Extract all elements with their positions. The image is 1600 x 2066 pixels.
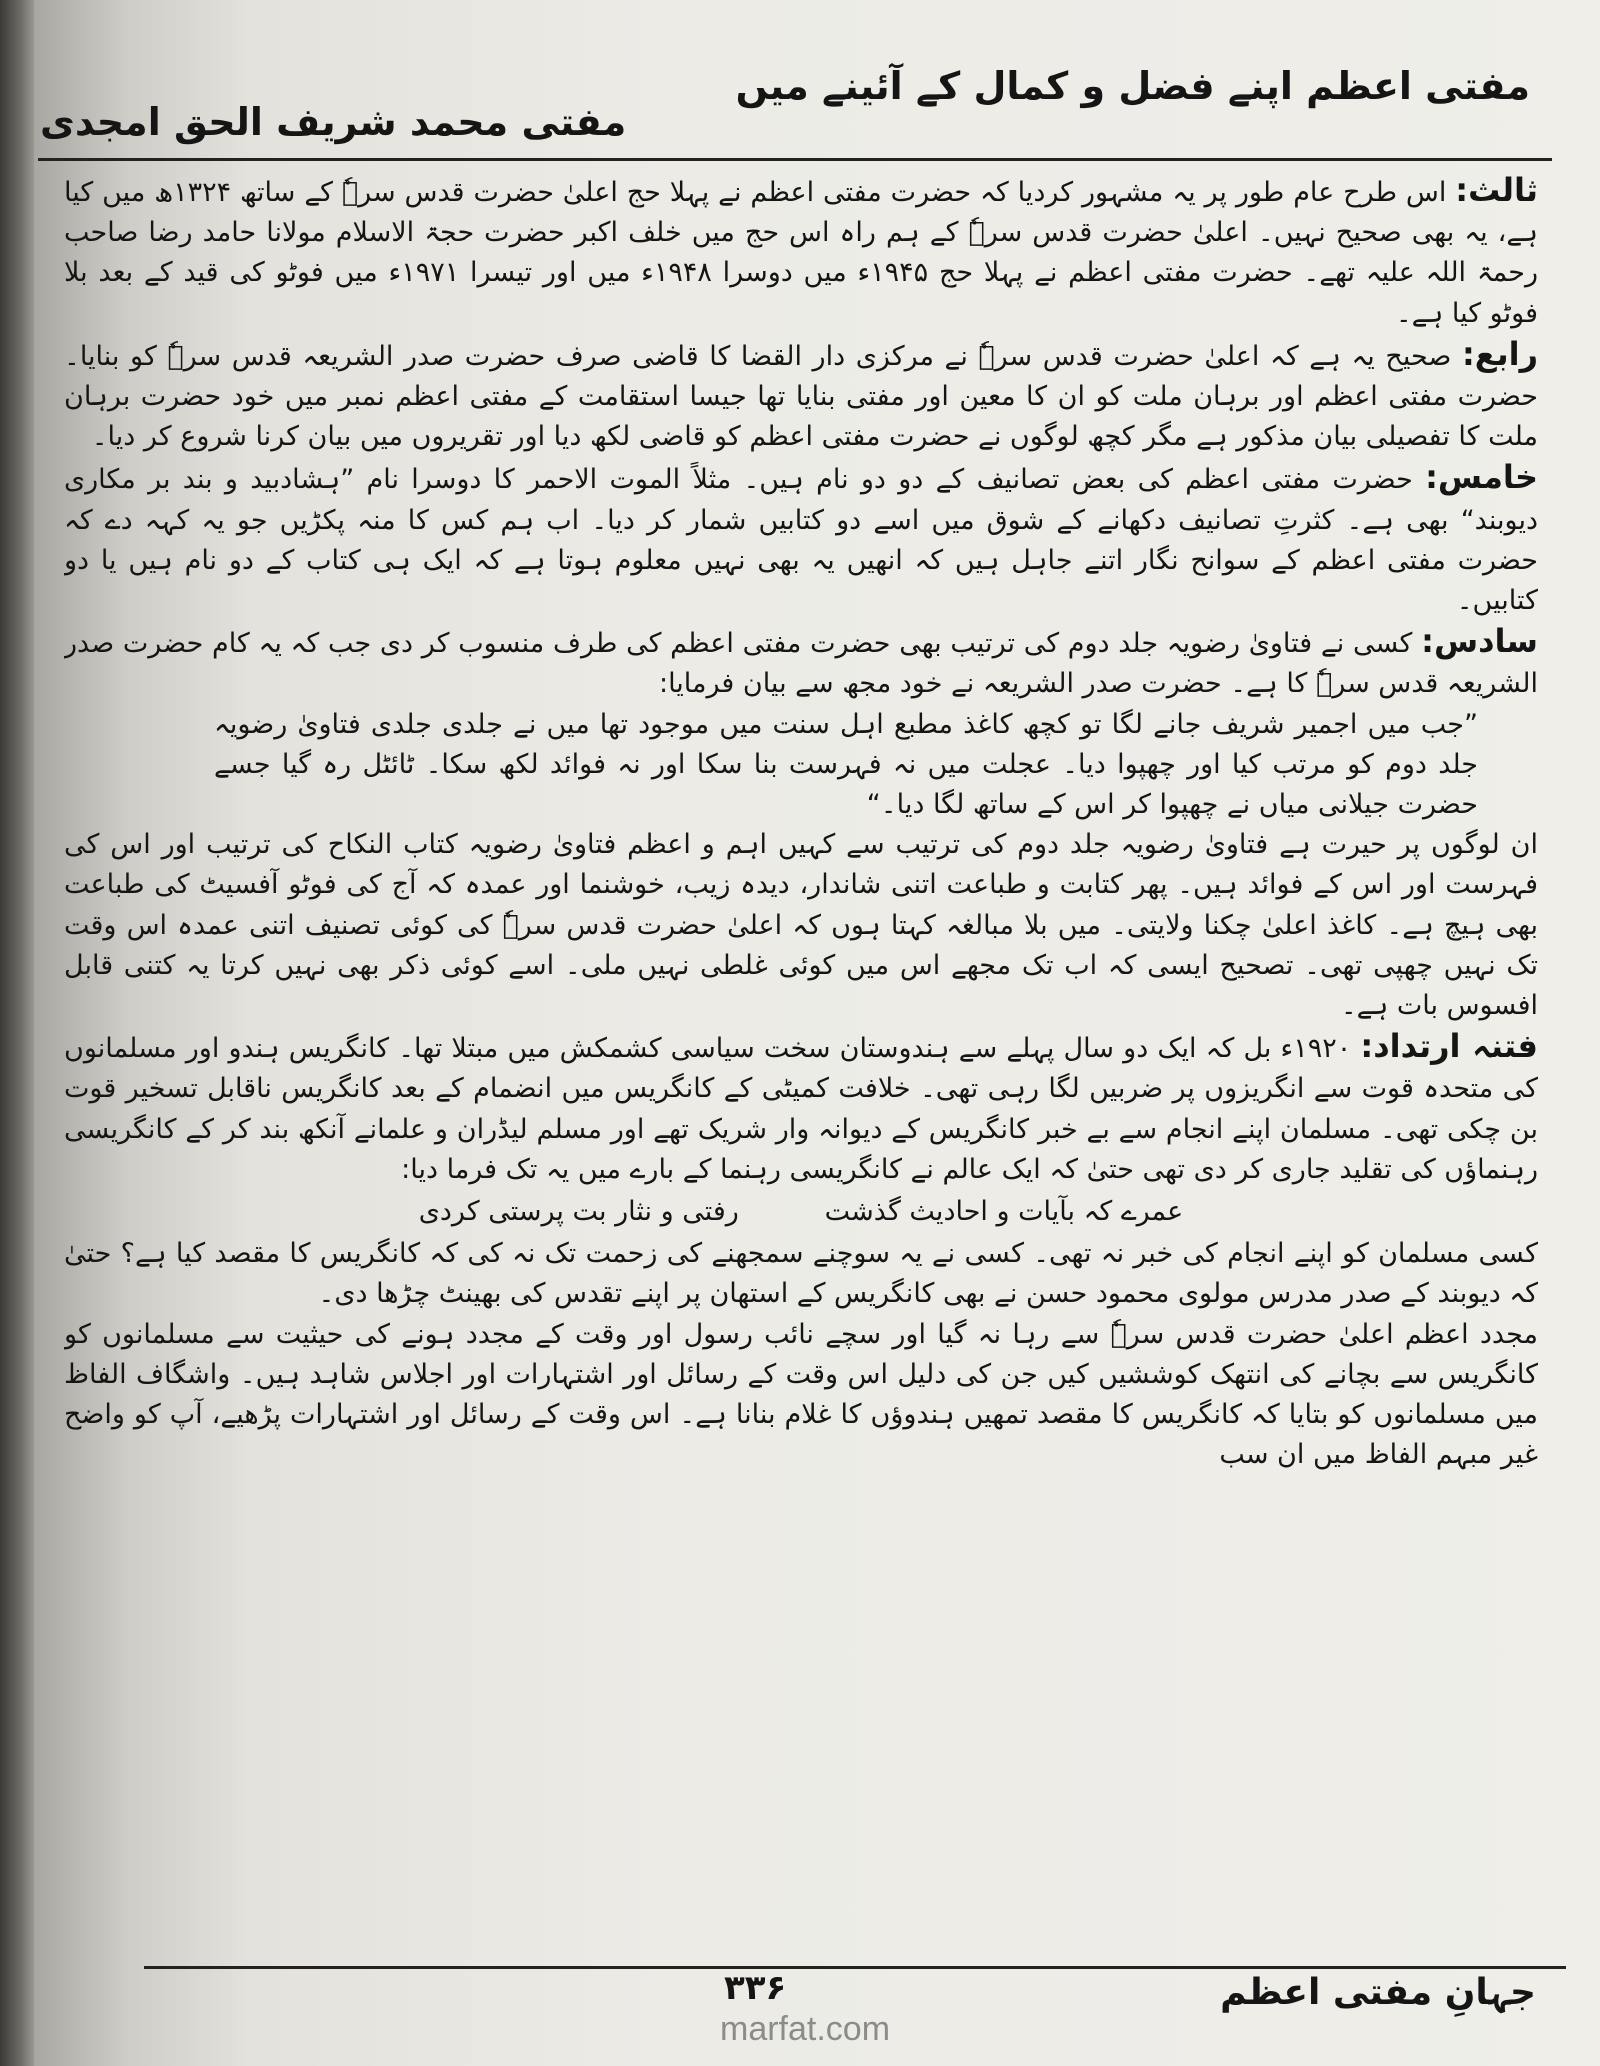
section-heading: خامس: [1425,458,1538,497]
section-heading: ثالث: [1455,171,1538,209]
footer-book-title: جہانِ مفتی اعظم [1220,1972,1536,2013]
paragraph: ان لوگوں پر حیرت ہے فتاویٰ رضویہ جلد دوم کی ترتیب سے کہیں اہم و اعظم فتاویٰ رضویہ کتاب النکاح کی ترتیب اور اس کی فہرست اور اس کے فوائد ہیں۔ پھر کتابت و طباعت اتنی شاندار، دیدہ زیب، خوشنما اور عمدہ کہ آج کی فوٹو آفسیٹ کی طباعت بھی ہیچ ہے۔ کاغذ اعلیٰ چکنا ولایتی۔ میں بلا مبالغہ کہتا ہوں کہ اعلیٰ حضرت قدس سرہٗ کی کوئی تصنیف اتنی عمدہ اس وقت تک نہیں چھپی تھی۔ تصحیح ایسی کہ اب تک مجھے اس میں کوئی غلطی نہیں ملی۔ اسے کوئی ذکر بھی نہیں کرتا یہ کتنی قابل افسوس بات ہے۔ [64,829,1538,1022]
section-heading: سادس: [1421,622,1538,661]
footer-divider [144,1966,1566,1969]
verse-line-2: رفتی و نثار بت پرستی کردی [418,1196,739,1228]
book-page [34,0,1600,2066]
header-divider [38,158,1552,161]
author-name: مفتی محمد شریف الحق امجدی [40,100,627,144]
section-text: اس طرح عام طور پر یہ مشہور کردیا کہ حضرت مفتی اعظم نے پہلا حج اعلیٰ حضرت قدس سرہٗ کے ساتھ ۱۳۲۴ھ میں کیا ہے، یہ بھی صحیح نہیں۔ اعلیٰ حضرت قدس سرہٗ کے ہم راہ اس حج میں خلف اکبر حضرت حجۃ الاسلام مولانا حامد رضا صاحب رحمۃ اللہ علیہ تھے۔ حضرت مفتی اعظم نے پہلا حج ۱۹۴۵ء میں دوسرا ۱۹۴۸ء میں اور تیسرا ۱۹۷۱ء میں فوٹو کی قید کے بعد بلا فوٹو کیا ہے۔ [64,177,1538,329]
verse-line-1: عمرے کہ بآیات و احادیث گذشت [824,1196,1184,1228]
section-thalith [64,170,1538,334]
section-fitna-irtidad [64,1026,1538,1190]
section-sadis [64,621,1538,704]
running-title: مفتی اعظم اپنے فضل و کمال کے آئینے میں [735,64,1530,108]
section-heading: فتنہ ارتداد: [1360,1027,1538,1066]
section-text: صحیح یہ ہے کہ اعلیٰ حضرت قدس سرہٗ نے مرکزی دار القضا کا قاضی صرف حضرت صدر الشریعہ قدس سرہٗ کو بنایا۔ حضرت مفتی اعظم اور برہان ملت کو ان کا معین اور مفتی بنایا تھا جیسا استقامت کے مفتی اعظم نمبر میں خود حضرت برہان ملت کا تفصیلی بیان مذکور ہے مگر کچھ لوگوں نے حضرت مفتی اعظم کو قاضی لکھ دیا اور تقریروں میں بیان کرنا شروع کر دیا۔ [64,340,1538,453]
watermark: marfat.com [720,2010,891,2048]
paragraph: مجدد اعظم اعلیٰ حضرت قدس سرہٗ سے رہا نہ گیا اور سچے نائب رسول اور وقت کے مجدد ہونے کی حیثیت سے مسلمانوں کو کانگریس سے بچانے کی انتھک کوششیں کیں جن کی دلیل اس وقت کے رسائل اور اشتہارات اور اجلاس شاہد ہیں۔ واشگاف الفاظ میں مسلمانوں کو بتایا کہ کانگریس کا مقصد تمھیں ہندوؤں کا غلام بنانا ہے۔ اس وقت کے رسائل اور اشتہارات پڑھیے، آپ کو واضح غیر مبہم الفاظ میں ان سب [64,1318,1538,1471]
body-text [64,170,1538,1950]
section-rabi [64,334,1538,458]
section-text: ۱۹۲۰ء بل کہ ایک دو سال پہلے سے ہندوستان سخت سیاسی کشمکش میں مبتلا تھا۔ کانگریس ہندو اور مسلمانوں کی متحدہ قوت سے انگریزوں پر ضربیں لگا رہی تھی۔ خلافت کمیٹی کے کانگریس میں انضمام کے بعد کانگریس ناقابل تسخیر قوت بن چکی تھی۔ مسلمان اپنے انجام سے بے خبر کانگریس کے دیوانہ وار شریک تھے اور مسلم لیڈران و علمانے آنکھ بند کر کے کانگریسی رہنماؤں کی تقلید جاری کر دی تھی حتیٰ کہ ایک عالم نے کانگریسی رہنما کے بارے میں یہ تک فرما دیا: [64,1033,1538,1185]
page-number: ۳۳۶ [724,1968,787,2008]
section-text: کسی نے فتاویٰ رضویہ جلد دوم کی ترتیب بھی حضرت مفتی اعظم کی طرف منسوب کر دی جب کہ یہ کام حضرت صدر الشریعہ قدس سرہٗ کا ہے۔ حضرت صدر الشریعہ نے خود مجھ سے بیان فرمایا: [64,628,1538,700]
book-spine-shadow [0,0,34,2066]
persian-verse [64,1190,1538,1234]
block-quote: ”جب میں اجمیر شریف جانے لگا تو کچھ کاغذ مطبع اہل سنت میں موجود تھا میں نے جلدی جلدی فتاویٰ رضویہ جلد دوم کو مرتب کیا اور چھپوا دیا۔ عجلت میں نہ فہرست بنا سکا اور نہ فوائد لکھ سکا۔ ٹائٹل رہ گیا جسے حضرت جیلانی میاں نے چھپوا کر اس کے ساتھ لگا دیا۔“ [214,708,1478,821]
section-text: حضرت مفتی اعظم کی بعض تصانیف کے دو دو نام ہیں۔ مثلاً الموت الاحمر کا دوسرا نام ”ہشادبید و بند بر مکاری دیوبند“ بھی ہے۔ کثرتِ تصانیف دکھانے کے شوق میں اسے دو کتابیں شمار کر دیا۔ اب ہم کس کا منہ پکڑیں جو یہ کہہ دے کہ حضرت مفتی اعظم کے سوانح نگار اتنے جاہل ہیں کہ انھیں یہ بھی نہیں معلوم ہوتا ہے کہ ایک ہی کتاب کے دو نام ہیں یا دو کتابیں۔ [64,464,1538,617]
paragraph: کسی مسلمان کو اپنے انجام کی خبر نہ تھی۔ کسی نے یہ سوچنے سمجھنے کی زحمت تک نہ کی کہ کانگریس کا مقصد کیا ہے؟ حتیٰ کہ دیوبند کے صدر مدرس مولوی محمود حسن نے بھی کانگریس کے استھان پر اپنے تقدس کی بھینٹ چڑھا دی۔ [64,1238,1538,1310]
section-khamis [64,457,1538,621]
section-heading: رابع: [1461,334,1538,373]
